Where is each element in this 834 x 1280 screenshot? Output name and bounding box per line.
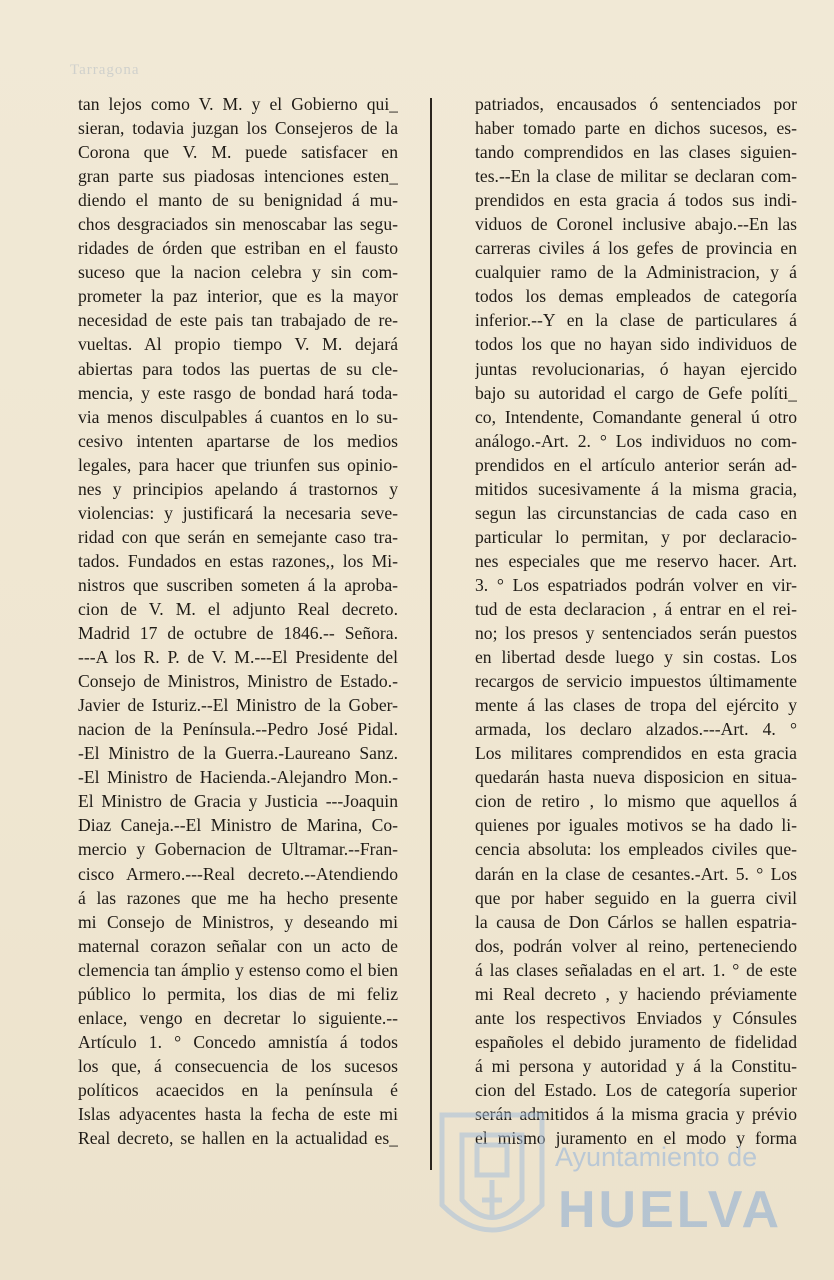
left-text-column [78, 92, 398, 1150]
text-line: abiertas para todos las puertas de su cle- [78, 358, 398, 379]
text-line: armada, los declaro alzados.---Art. 4. ° [475, 719, 797, 740]
watermark-line-2: HUELVA [558, 1181, 783, 1239]
text-line: Corona que V. M. puede satisfacer en [78, 142, 398, 163]
text-line: viduos de Coronel inclusive abajo.--En las [475, 214, 797, 235]
text-line: gran parte sus piadosas intenciones esten_ [78, 166, 398, 187]
text-line: suceso que la nacion celebra y sin com- [78, 262, 398, 283]
text-line: nistros que suscriben someten á la aproba- [78, 574, 398, 595]
text-line: chos desgraciados sin menoscabar las segu- [78, 214, 398, 235]
text-line: ---A los R. P. de V. M.---El Presidente del [78, 647, 398, 668]
text-line: quedarán hasta nueva disposicion en situa- [475, 767, 797, 788]
text-line: Artículo 1. ° Concedo amnistía á todos [78, 1031, 398, 1052]
text-line: público lo permita, los dias de mi feliz [78, 983, 398, 1004]
text-line: políticos acaecidos en la península é [78, 1079, 398, 1100]
text-line: en libertad desde luego y sin costas. Los [475, 647, 797, 668]
text-line: todos los que no hayan sido individuos de [475, 334, 797, 355]
right-text-column [475, 92, 797, 1150]
text-line: nes y principios apelando á trastornos y [78, 478, 398, 499]
text-line: á las clases señaladas en el art. 1. ° de este [475, 959, 797, 980]
text-line: Javier de Isturiz.--El Ministro de la Gober- [78, 695, 398, 716]
text-line: carreras civiles á los gefes de provincia en [475, 238, 797, 259]
text-line: ante los respectivos Enviados y Cónsules [475, 1007, 797, 1028]
text-line: diendo el manto de su benignidad á mu- [78, 190, 398, 211]
text-line: los que, á consecuencia de los sucesos [78, 1055, 398, 1076]
bleed-through-text: Tarragona [70, 62, 140, 78]
text-line: Los militares comprendidos en esta gracia [475, 743, 797, 764]
text-line: el mismo juramento en el modo y forma [475, 1128, 797, 1149]
text-line: á mi persona y autoridad y á la Constitu- [475, 1055, 797, 1076]
text-line: inferior.--Y en la clase de particulares á [475, 310, 797, 331]
text-line: la causa de Don Cárlos se hallen espatria- [475, 911, 797, 932]
text-line: -El Ministro de Hacienda.-Alejandro Mon.- [78, 767, 398, 788]
text-line: cion del Estado. Los de categoría superior [475, 1079, 797, 1100]
text-line: prometer la paz interior, que es la mayor [78, 286, 398, 307]
text-line: El Ministro de Gracia y Justicia ---Joaquin [78, 791, 398, 812]
text-line: Diaz Caneja.--El Ministro de Marina, Co- [78, 815, 398, 836]
text-line: nacion de la Península.--Pedro José Pidal. [78, 719, 398, 740]
text-line: mencia, y este rasgo de bondad hará toda- [78, 382, 398, 403]
text-line: bajo su autoridad el cargo de Gefe políti_ [475, 382, 797, 403]
text-line: ridad con que serán en semejante caso tra- [78, 526, 398, 547]
text-line: dos, podrán volver al reino, perteneciendo [475, 935, 797, 956]
text-line: 3. ° Los espatriados podrán volver en vir- [475, 574, 797, 595]
text-line: cion de retiro , lo mismo que aquellos á [475, 791, 797, 812]
text-line: ridades de órden que estriban en el fausto [78, 238, 398, 259]
text-line: cualquier ramo de la Administracion, y á [475, 262, 797, 283]
text-line: Madrid 17 de octubre de 1846.-- Señora. [78, 623, 398, 644]
text-line: mercio y Gobernacion de Ultramar.--Fran- [78, 839, 398, 860]
text-line: sieran, todavia juzgan los Consejeros de la [78, 118, 398, 139]
watermark-line-1: Ayuntamiento de [555, 1142, 758, 1172]
text-line: á las razones que me ha hecho presente [78, 887, 398, 908]
text-line: co, Intendente, Comandante general ú otro [475, 406, 797, 427]
text-line: tud de esta declaracion , á entrar en el rei- [475, 598, 797, 619]
text-line: mente á las clases de tropa del ejército y [475, 695, 797, 716]
text-line: tando comprendidos en las clases siguien- [475, 142, 797, 163]
text-line: mitidos sucesivamente á la misma gracia, [475, 478, 797, 499]
text-line: serán admitidos á la misma gracia y prévio [475, 1103, 797, 1124]
text-line: análogo.-Art. 2. ° Los individuos no com- [475, 430, 797, 451]
text-line: segun las circunstancias de cada caso en [475, 502, 797, 523]
text-line: violencias: y justificará la necesaria seve- [78, 502, 398, 523]
text-line: vueltas. Al propio tiempo V. M. dejará [78, 334, 398, 355]
text-line: mi Real decreto , y haciendo préviamente [475, 983, 797, 1004]
text-line: españoles el debido juramento de fidelidad [475, 1031, 797, 1052]
text-line: nes especiales que me reservo hacer. Art. [475, 550, 797, 571]
text-line: tes.--En la clase de militar se declaran com- [475, 166, 797, 187]
text-line: darán en la clase de cesantes.-Art. 5. ° Los [475, 863, 797, 884]
text-line: enlace, vengo en decretar lo siguiente.-- [78, 1007, 398, 1028]
text-line: legales, para hacer que triunfen sus opinio- [78, 454, 398, 475]
text-line: tan lejos como V. M. y el Gobierno qui_ [78, 94, 398, 114]
text-line: recargos de servicio impuestos últimamente [475, 671, 797, 692]
text-line: clemencia tan ámplio y estenso como el bien [78, 959, 398, 980]
text-line: -El Ministro de la Guerra.-Laureano Sanz. [78, 743, 398, 764]
text-line: necesidad de este pais tan trabajado de re- [78, 310, 398, 331]
text-line: prendidos en el artículo anterior serán ad- [475, 454, 797, 475]
text-line: maternal corazon señalar con un acto de [78, 935, 398, 956]
text-line: todos los demas empleados de categoría [475, 286, 797, 307]
text-line: haber tomado parte en dichos sucesos, es- [475, 118, 797, 139]
text-line: tados. Fundados en estas razones,, los Mi- [78, 550, 398, 571]
text-line: Real decreto, se hallen en la actualidad es_ [78, 1128, 398, 1149]
text-line: juntas revolucionarias, ó hayan ejercido [475, 358, 797, 379]
text-line: particular lo permitan, y por declaracio- [475, 526, 797, 547]
column-rule [430, 98, 432, 1170]
text-line: cisco Armero.---Real decreto.--Atendiendo [78, 863, 398, 884]
text-line: que por haber seguido en la guerra civil [475, 887, 797, 908]
text-line: cesivo intenten apartarse de los medios [78, 430, 398, 451]
text-line: prendidos en esta gracia á todos sus indi- [475, 190, 797, 211]
text-line: mi Consejo de Ministros, y deseando mi [78, 911, 398, 932]
text-line: Islas adyacentes hasta la fecha de este mi [78, 1103, 398, 1124]
text-line: quienes por iguales motivos se ha dado li- [475, 815, 797, 836]
text-line: patriados, encausados ó sentenciados por [475, 94, 797, 114]
text-line: via menos disculpables á cuantos en lo su- [78, 406, 398, 427]
text-line: Consejo de Ministros, Ministro de Estado.- [78, 671, 398, 692]
text-line: cencia absoluta: los empleados civiles que- [475, 839, 797, 860]
text-line: cion de V. M. el adjunto Real decreto. [78, 598, 398, 619]
text-line: no; los presos y sentenciados serán puestos [475, 623, 797, 644]
